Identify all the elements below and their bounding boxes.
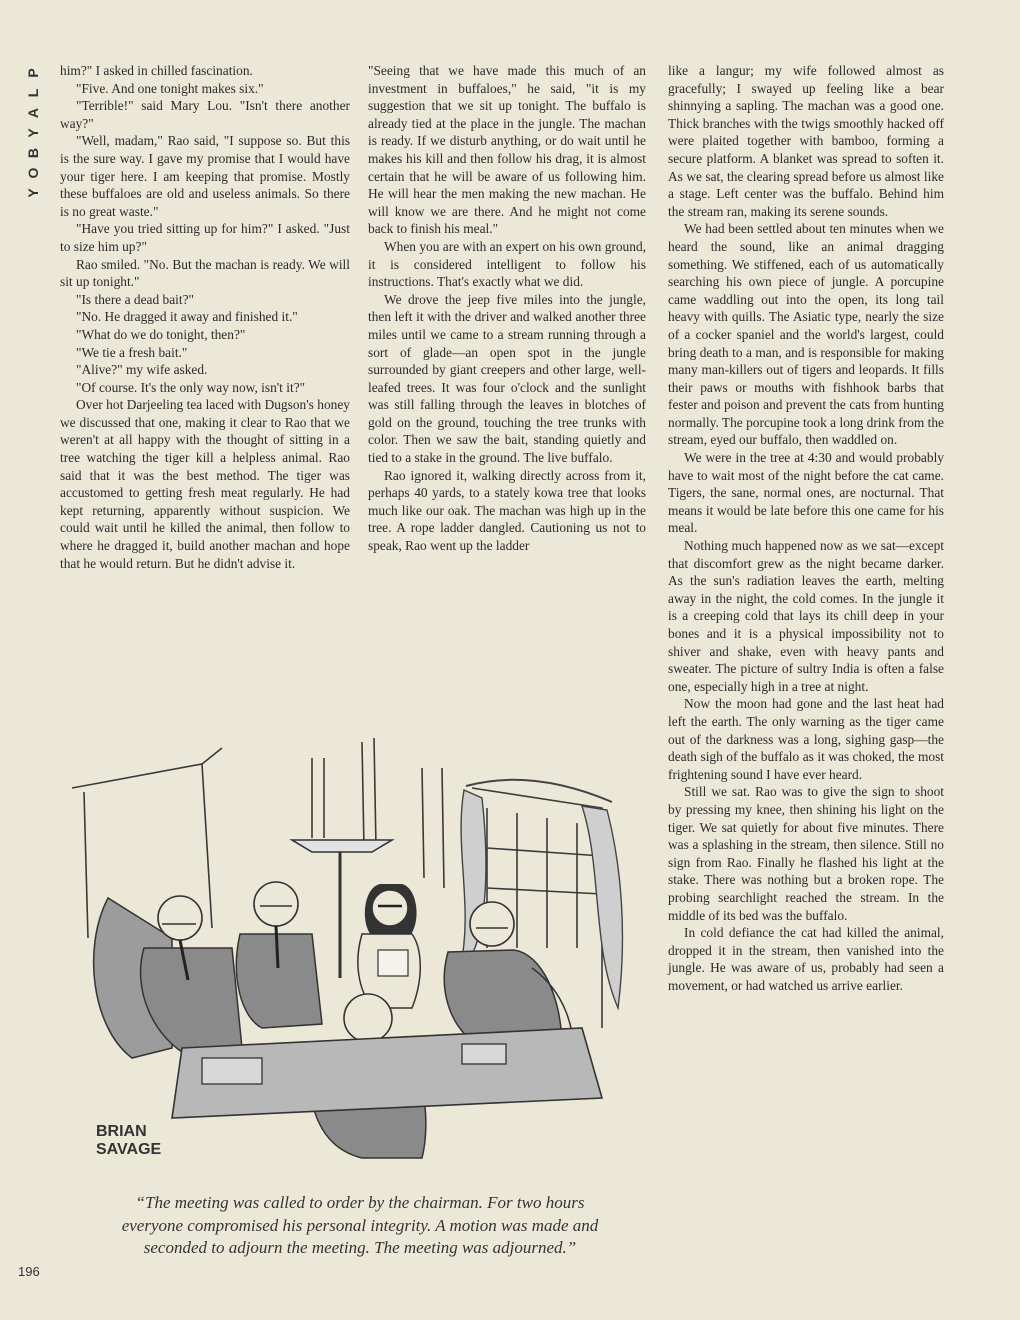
spine-letter: P bbox=[25, 66, 41, 78]
paragraph: "What do we do tonight, then?" bbox=[76, 326, 246, 342]
svg-text:BRIAN: BRIAN bbox=[96, 1123, 147, 1140]
text-column-3 bbox=[668, 62, 944, 994]
paragraph: "Have you tried sitting up for him?" I asked. "Just to size him up?" bbox=[60, 221, 350, 254]
paragraph: "Seeing that we have made this much of an investment in buffaloes," he said, "it is my suggestion that we sit up tonight. The buffalo is already tied at the place in the jungle. The machan is ready. If we disturb anything, or do wait until he makes his kill and then follow his drag, it is almost certain that he will be aware of us following him. He will hear the men making the new machan. He will know we are there. And he might not come back to finish his meal." bbox=[368, 63, 646, 237]
spine-letter: O bbox=[25, 165, 41, 179]
paragraph: him?" I asked in chilled fascination. bbox=[60, 63, 253, 78]
cartoon-illustration bbox=[62, 728, 642, 1160]
page-number: 196 bbox=[18, 1264, 40, 1279]
text-column-1 bbox=[60, 62, 350, 572]
paragraph: Over hot Darjeeling tea laced with Dugson's honey we discussed that one, making it clear to Rao that we weren't at all happy with the thought of sitting in a tree watching the tiger kill a helpless animal. Rao said that it was the best method. The tiger was accustomed to getting fresh meat regularly. He had kept returning, apparently without suspicion. We could wait until he killed the animal, then follow to where he dragged it, build another machan and hope that he would return. But he didn't advise it. bbox=[60, 397, 350, 571]
paragraph: Now the moon had gone and the last heat had left the earth. The only warning as the tiger came out of the darkness was a long, sighing gasp—the death sigh of the buffalo as it was choked, the most frightening sound I have ever heard. bbox=[668, 696, 944, 782]
paragraph: "Terrible!" said Mary Lou. "Isn't there another way?" bbox=[60, 98, 350, 131]
spine-letter: Y bbox=[25, 186, 41, 198]
paragraph: "We tie a fresh bait." bbox=[76, 344, 188, 360]
paragraph: Still we sat. Rao was to give the sign to shoot by pressing my knee, then shining his light on the tiger. We sat quietly for about five minutes. There was a splashing in the stream, then silence. Still no sign from Rao. Finally he flashed his light at the stake. There was nothing but a broken rope. The probing searchlight reached the stream. In the middle of its bed was the buffalo. bbox=[668, 784, 944, 923]
cartoon-caption: “The meeting was called to order by the chairman. For two hours everyone compromised his personal integrity. A motion was made and seconded to adjourn the meeting. The meeting was adjourned.” bbox=[121, 1193, 599, 1257]
spine-letter: L bbox=[25, 86, 41, 98]
paragraph: When you are with an expert on his own ground, it is considered intelligent to follow his instructions. That's exactly what we did. bbox=[368, 238, 646, 290]
paragraph: "Five. And one tonight makes six." bbox=[76, 80, 264, 96]
paragraph: Rao ignored it, walking directly across from it, perhaps 40 yards, to a stately kowa tree that looks much like our oak. The machan was high up in the tree. A rope ladder dangled. Cautioning us not to speak, Rao went up the ladder bbox=[368, 467, 646, 554]
paragraph: We drove the jeep five miles into the jungle, then left it with the driver and walked another three miles until we came to a stream running through a sort of glade—an open spot in the jungle surrounded by giant creepers and other large, well-leafed trees. It was four o'clock and the sunlight was still falling through the leaves in blotches of gold on the ground, touching the tree trunks with color. Then we saw the bait, standing quietly and tied to a stake in the ground. The live buffalo. bbox=[368, 291, 646, 466]
paragraph: "Well, madam," Rao said, "I suppose so. But this is the sure way. I gave my promise that I would have your tiger here. I am keeping that promise. Mostly these buffaloes are old and useless animals. So there is no great waste." bbox=[60, 133, 350, 219]
paragraph: like a langur; my wife followed almost as gracefully; I swayed up feeling like a bear shinnying a sapling. The machan was a good one. Thick branches with the twigs smoothly hacked off were plaited together with bamboo, forming a secure platform. A blanket was spread to soften it. As we sat, the clearing spread before us almost like a stage. Left center was the buffalo. Behind him the stream ran, making its serene sounds. bbox=[668, 63, 944, 219]
svg-text:SAVAGE: SAVAGE bbox=[96, 1141, 162, 1158]
paragraph: "Of course. It's the only way now, isn't it?" bbox=[76, 379, 306, 395]
paragraph: We were in the tree at 4:30 and would probably have to wait most of the night before the cat came. Tigers, the sane, normal ones, are nocturnal. That means it would be late before this one came for his meal. bbox=[668, 450, 944, 536]
paragraph: We had been settled about ten minutes when we heard the sound, like an animal dragging something. We stiffened, each of us automatically searching his own piece of jungle. A porcupine came waddling out into the open, its long tail heavy with quills. The Asiatic type, nearly the size of a cocker spaniel and the world's largest, could bring death to a man, and is responsible for making many man-killers out of tigers and leopards. It fills their paws or mouths with fishhook barbs that fester and poison and prevent the cats from hunting normally. The porcupine took a long drink from the stream, eyed our buffalo, then waddled on. bbox=[668, 221, 944, 448]
spine-letter: Y bbox=[25, 126, 41, 138]
paragraph: "Is there a dead bait?" bbox=[76, 291, 194, 307]
paragraph: "No. He dragged it away and finished it." bbox=[76, 309, 298, 325]
magazine-spine-title bbox=[22, 62, 44, 202]
paragraph: Nothing much happened now as we sat—except that discomfort grew as the night became darker. As the sun's radiation leaves the earth, melting away in the night, the cold comes. In the jungle it is a creeping cold that lays its chill deep in your bones and it is a physical impossibility not to shiver and shake, even with heavy pants and sweater. The picture of sultry India is often a false one, especially high in a tree at night. bbox=[668, 538, 944, 694]
spine-letter: B bbox=[25, 145, 41, 159]
paragraph: Rao smiled. "No. But the machan is ready. We will sit up tonight." bbox=[60, 256, 350, 290]
paragraph: In cold defiance the cat had killed the animal, dropped it in the stream, then vanished into the jungle. He was aware of us, probably had seen a movement, or had watched us arrive earlier. bbox=[668, 925, 944, 993]
spine-letter: A bbox=[25, 105, 41, 119]
paragraph: "Alive?" my wife asked. bbox=[76, 362, 208, 378]
text-column-2 bbox=[368, 62, 646, 555]
